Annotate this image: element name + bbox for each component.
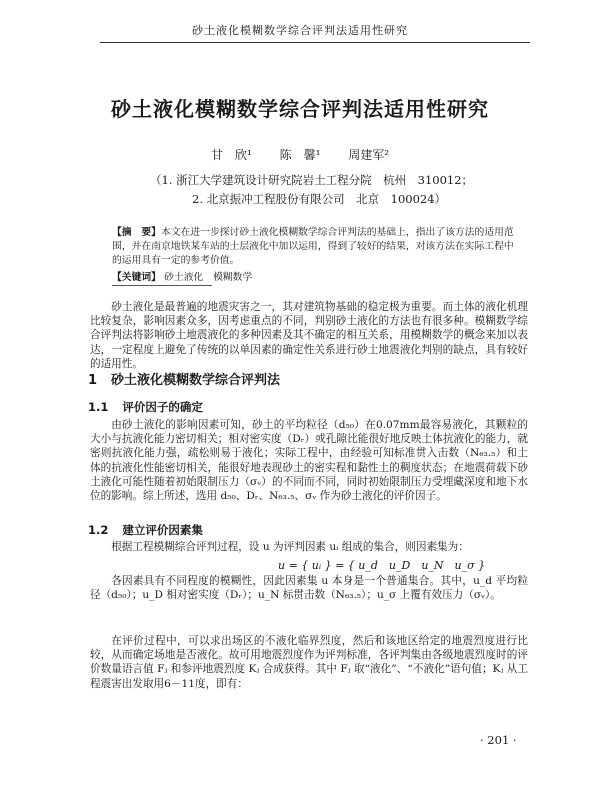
author-2: 陈 馨¹	[279, 148, 321, 162]
header-rule	[100, 42, 530, 43]
authors	[0, 146, 600, 163]
page-number: · 201 ·	[480, 733, 517, 747]
section-1-2-number: 1.2	[88, 523, 109, 537]
author-3: 周建军²	[348, 148, 390, 162]
affiliation-2: 2. 北京振冲工程股份有限公司 北京 100024）	[192, 192, 447, 206]
paper-title: 砂土液化模糊数学综合评判法适用性研究	[111, 97, 489, 121]
section-1-number: 1	[88, 373, 98, 388]
keywords-label: 【关键词】	[112, 272, 161, 283]
running-header: 砂土液化模糊数学综合评判法适用性研究	[192, 24, 408, 37]
factor-set-formula: u = { uᵢ } = { u_d u_D u_N u_σ }	[278, 559, 486, 572]
paragraph-1-2: 根据工程模糊综合评判过程，设 u 为评判因素 uᵢ 组成的集合，则因素集为：	[111, 541, 469, 553]
intro-paragraph: 砂土液化是最普遍的地震灾害之一，其对建筑物基础的稳定极为重要。而土体的液化机理比较复杂，影响因素众多，因考虑重点的不同，判别砂土液化的方法也有很多种。模糊数学综合评判法将影响砂土地震液化的多种因素及其不确定的相互关系，用模糊数学的概念来加以表达，一定程度上避免了传统的以单因素的确定性关系进行砂土地震液化判别的缺点，具有较好的适用性。	[90, 301, 528, 370]
section-1-2-title: 建立评价因素集	[122, 523, 203, 537]
section-1-1-title: 评价因子的确定	[122, 400, 203, 414]
section-1-1-number: 1.1	[88, 400, 109, 414]
section-1-title: 砂土液化模糊数学综合评判法	[111, 373, 281, 388]
abstract	[112, 226, 520, 285]
section-1-1-heading	[88, 399, 203, 415]
section-1-2-heading	[88, 522, 203, 538]
abstract-text: 本文在进一步探讨砂土液化模糊数学综合评判法的基础上，指出了该方法的适用范围，并在南京地铁某车站的土层液化中加以运用，得到了较好的结果，对该方法在实际工程中的运用具有一定的参考价值。	[112, 227, 514, 266]
paragraph-1-1: 由砂土液化的影响因素可知，砂土的平均粒径（d₅₀）在0.07mm最容易液化，其颗粒的大小与抗液化能力密切相关；相对密实度（Dᵣ）或孔隙比能很好地反映土体抗液化的能力，就密则抗液化能力强，疏松则易于液化；实际工程中，由经验可知标准贯入击数（N₆₃.₅）和土体的抗液化性能密切相关，能很好地表现砂土的密实程和黏性土的稠度状态；在地震荷载下砂土液化可能性随着初始限制压力（σᵥ）的不同而不同，同时初始限制压力受埋藏深度和地下水位的影响。综上所述，选用 d₅₀、Dᵣ、N₆₃.₅、σᵥ 作为砂土液化的评价因子。	[90, 419, 528, 503]
author-1: 甘 欣¹	[210, 148, 252, 162]
abstract-rule	[112, 285, 212, 286]
keywords-text: 砂土液化 模糊数学	[164, 272, 253, 283]
abstract-label: 【摘 要】	[112, 227, 161, 238]
section-1-heading	[88, 369, 280, 388]
paragraph-1-3: 各因素具有不同程度的模糊性，因此因素集 u 本身是一个普通集合。其中，u_d 平均粒径（d₅₀）；u_D 相对密实度（Dᵣ）；u_N 标贯击数（N₆₃.₅）；u_σ 上覆有效压力（σᵥ）。	[90, 575, 528, 602]
paragraph-1-4: 在评价过程中，可以求出场区的不液化临界烈度，然后和该地区给定的地震烈度进行比较，从而确定场地是否液化。故可用地震烈度作为评判标准，各评判集由各级地震烈度时的评价数量语言值 Fⱼ 和参评地震烈度 Kⱼ 合成获得。其中 Fⱼ 取“液化”、“不液化”语句值；Kⱼ 从工程震害出发取用6－11度，即有：	[90, 635, 528, 690]
affiliation-1: （1. 浙江大学建筑设计研究院岩土工程分院 杭州 310012；	[150, 173, 474, 187]
